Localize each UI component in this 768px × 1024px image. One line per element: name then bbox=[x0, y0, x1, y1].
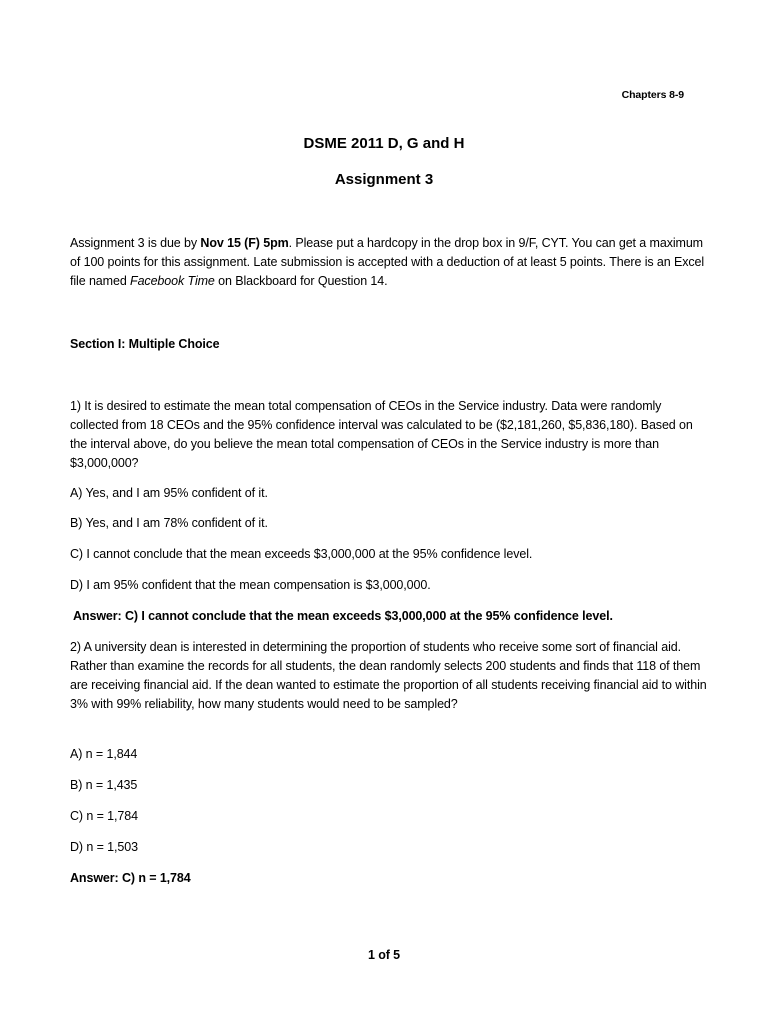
intro-text-3: on Blackboard for Question 14. bbox=[214, 274, 388, 288]
excel-file-name: Facebook Time bbox=[130, 274, 215, 288]
q2-answer: Answer: C) n = 1,784 bbox=[70, 871, 191, 885]
intro-text-2: . Please put a hardcopy in the drop box in 9/F, CYT. You can get a maximum of 100 points for this assignment. Late submission is accepted with a deduction of at least 5 points. There is an Excel file named bbox=[70, 236, 705, 288]
q1-option-d: D) I am 95% confident that the mean compensation is $3,000,000. bbox=[70, 578, 431, 592]
q2-option-d: D) n = 1,503 bbox=[70, 840, 138, 854]
q2-option-c: C) n = 1,784 bbox=[70, 809, 138, 823]
due-date: Nov 15 (F) 5pm bbox=[200, 236, 289, 250]
question-1-text: 1) It is desired to estimate the mean total compensation of CEOs in the Service industry. Data were randomly collected from 18 CEOs and the 95% confidence interval was calculated to be ($2,181,260, $5,836,180). Based on the interval above, do you believe the mean total compensation of CEOs in the Service industry is more than $3,000,000? bbox=[70, 399, 693, 470]
intro-paragraph bbox=[70, 234, 710, 291]
q1-answer: Answer: C) I cannot conclude that the mean exceeds $3,000,000 at the 95% confidence level. bbox=[73, 609, 613, 623]
section-heading: Section I: Multiple Choice bbox=[70, 337, 220, 351]
q2-option-b: B) n = 1,435 bbox=[70, 778, 138, 792]
q1-option-a: A) Yes, and I am 95% confident of it. bbox=[70, 486, 268, 500]
chapters-label: Chapters 8-9 bbox=[621, 89, 684, 101]
q1-option-c: C) I cannot conclude that the mean exceeds $3,000,000 at the 95% confidence level. bbox=[70, 547, 533, 561]
q2-option-a: A) n = 1,844 bbox=[70, 747, 138, 761]
intro-text-1: Assignment 3 is due by bbox=[70, 236, 201, 250]
q1-option-b: B) Yes, and I am 78% confident of it. bbox=[70, 516, 268, 530]
question-2-text: 2) A university dean is interested in determining the proportion of students who receive some sort of financial aid. Rather than examine the records for all students, the dean randomly selects 200 students and finds that 118 of them are receiving financial aid. If the dean wanted to estimate the proportion of all students receiving financial aid to within 3% with 99% reliability, how many students would need to be sampled? bbox=[70, 640, 707, 711]
course-title: DSME 2011 D, G and H bbox=[303, 135, 465, 152]
assignment-title: Assignment 3 bbox=[334, 171, 434, 188]
page-number: 1 of 5 bbox=[367, 948, 401, 962]
